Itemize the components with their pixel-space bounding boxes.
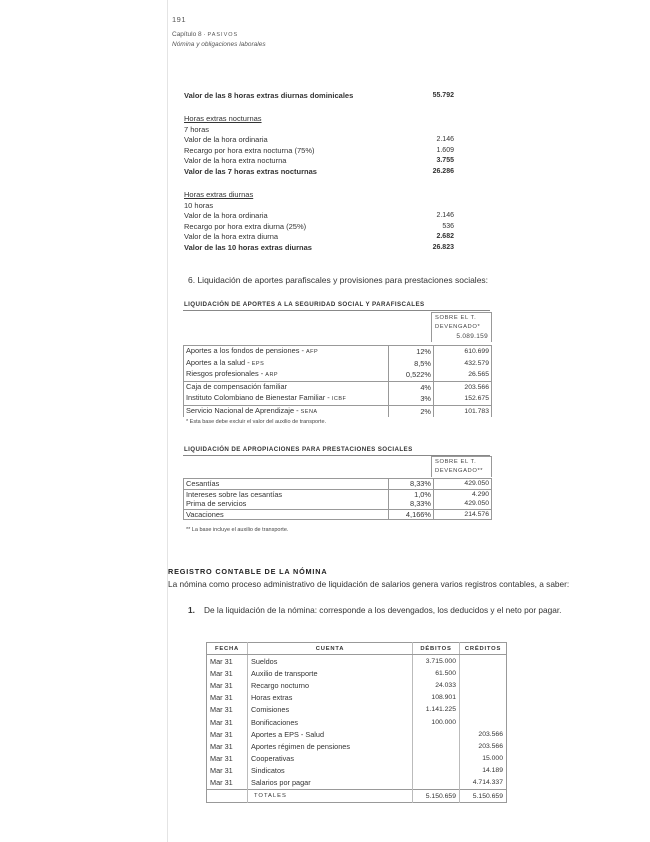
table-row	[207, 765, 507, 777]
apropiaciones-footnote: ** La base incluye el auxilio de transporte.	[186, 527, 289, 533]
ledger-debito	[413, 728, 460, 740]
table-row	[184, 509, 492, 520]
ledger-cuenta: Bonificaciones	[248, 716, 413, 728]
calc-label: Valor de las 10 horas extras diurnas	[184, 242, 312, 252]
aportes-concept: Servicio Nacional de Aprendizaje - SENA	[184, 405, 389, 417]
calc-value: 2.146	[436, 212, 454, 219]
table-row	[207, 777, 507, 790]
ledger-cuenta: Comisiones	[248, 704, 413, 716]
ledger-fecha: Mar 31	[210, 656, 233, 666]
calc-value: 2.146	[436, 136, 454, 143]
calc-label: Recargo por hora extra diurna (25%)	[184, 221, 307, 231]
calc-row	[184, 156, 454, 167]
ledger-cuenta: Sueldos	[248, 655, 413, 668]
calc-label: Valor de la hora extra diurna	[184, 232, 279, 241]
calc-label: Valor de la hora ordinaria	[184, 135, 268, 144]
aportes-pct: 12%	[389, 346, 434, 358]
table-row	[184, 393, 492, 405]
ledger-fecha: Mar 31	[210, 766, 233, 776]
aportes-value: 101.783	[434, 405, 492, 417]
aportes-concept: Instituto Colombiano de Bienestar Familiar - ICBF	[184, 393, 389, 405]
ledger-credito	[460, 716, 507, 728]
table-row	[207, 740, 507, 752]
apropiaciones-head-line2: DEVENGADO**	[435, 468, 484, 474]
calc-value: 26.286	[432, 167, 454, 175]
apropiaciones-pct: 1,0%	[389, 489, 434, 499]
table-row	[184, 369, 492, 381]
ledger-debito	[413, 765, 460, 777]
apropiaciones-head-line1: SOBRE EL T.	[435, 459, 477, 465]
table-row	[207, 692, 507, 704]
ledger-cuenta: Horas extras	[248, 692, 413, 704]
ledger-cuenta: Salarios por pagar	[248, 777, 413, 790]
apropiaciones-column-header	[431, 456, 492, 477]
ledger-debito: 100.000	[413, 716, 460, 728]
aportes-pct: 2%	[389, 405, 434, 417]
table-row	[184, 358, 492, 370]
ledger-fecha: Mar 31	[210, 668, 233, 678]
table-row	[207, 753, 507, 765]
aportes-head-line1: SOBRE EL T.	[435, 315, 477, 321]
calc-label: Recargo por hora extra nocturna (75%)	[184, 145, 315, 155]
ledger-total-debitos: 5.150.659	[413, 790, 460, 803]
ledger-debito: 24.033	[413, 679, 460, 691]
ledger-table	[206, 642, 507, 803]
ledger-fecha-empty	[207, 790, 248, 803]
ledger-credito: 15.000	[460, 753, 507, 765]
calc-value: 1.609	[436, 146, 454, 154]
table-row	[184, 489, 492, 499]
table-row	[207, 716, 507, 728]
aportes-value: 26.565	[434, 369, 492, 381]
ledger-header-row	[207, 643, 507, 655]
ledger-fecha: Mar 31	[210, 717, 233, 727]
calc-hours: 10 horas	[184, 200, 214, 210]
apropiaciones-concept: Cesantías	[184, 479, 389, 490]
calc-section-title: Horas extras nocturnas	[184, 114, 262, 123]
aportes-head-line2: DEVENGADO*	[435, 324, 481, 330]
aportes-pct: 8,5%	[389, 358, 434, 370]
table-row	[207, 728, 507, 740]
list-item-number: 1.	[188, 605, 195, 615]
apropiaciones-caption: LIQUIDACIÓN DE APROPIACIONES PARA PRESTACIONES SOCIALES	[184, 446, 413, 453]
aportes-pct: 0,522%	[389, 369, 434, 381]
aportes-pct: 3%	[389, 393, 434, 405]
calc-row	[184, 243, 454, 254]
ledger-fecha: Mar 31	[210, 754, 233, 764]
apropiaciones-table	[183, 478, 492, 520]
calc-value: 55.792	[432, 92, 454, 99]
apropiaciones-concept: Vacaciones	[184, 509, 389, 520]
ledger-cuenta: Aportes a EPS - Salud	[248, 728, 413, 740]
section-paragraph: La nómina como proceso administrativo de liquidación de salarios genera varios registros contables, a saber:	[168, 579, 570, 589]
calc-value: 3.755	[436, 157, 454, 164]
ledger-debito: 3.715.000	[413, 655, 460, 668]
calc-label: Valor de la hora ordinaria	[184, 211, 268, 220]
aportes-concept: Caja de compensación familiar	[184, 381, 389, 393]
ledger-debito: 1.141.225	[413, 704, 460, 716]
table-row	[184, 405, 492, 417]
table-row	[184, 381, 492, 393]
ledger-cuenta: Auxilio de transporte	[248, 667, 413, 679]
col-fecha: FECHA	[207, 643, 248, 655]
ledger-credito: 4.714.337	[460, 777, 507, 790]
ledger-credito	[460, 667, 507, 679]
ledger-credito: 203.566	[460, 740, 507, 752]
list-item	[188, 604, 588, 618]
apropiaciones-pct: 4,166%	[389, 509, 434, 520]
item-6-heading: 6. Liquidación de aportes parafiscales y provisiones para prestaciones sociales:	[188, 275, 489, 285]
col-creditos: CRÉDITOS	[460, 643, 507, 655]
ledger-cuenta: Aportes régimen de pensiones	[248, 740, 413, 752]
ledger-debito	[413, 777, 460, 790]
calc-dominicales	[184, 91, 454, 102]
chapter-header	[172, 31, 238, 38]
ledger-debito	[413, 740, 460, 752]
calc-nocturnas	[184, 114, 454, 177]
aportes-value: 203.566	[434, 381, 492, 393]
ledger-fecha: Mar 31	[210, 705, 233, 715]
calc-value: 26.823	[432, 243, 454, 251]
aportes-pct: 4%	[389, 381, 434, 393]
ledger-fecha: Mar 31	[210, 693, 233, 703]
ledger-debito: 61.500	[413, 667, 460, 679]
chapter-label: Capítulo 8	[172, 31, 202, 38]
section-title: REGISTRO CONTABLE DE LA NÓMINA	[168, 567, 328, 576]
apropiaciones-value: 214.576	[434, 509, 492, 520]
ledger-credito	[460, 704, 507, 716]
ledger-cuenta: Recargo nocturno	[248, 679, 413, 691]
ledger-totals-label: TOTALES	[248, 790, 413, 803]
table-row	[207, 679, 507, 691]
ledger-credito	[460, 692, 507, 704]
aportes-base-value: 5.089.159	[456, 333, 488, 340]
apropiaciones-pct: 8,33%	[389, 479, 434, 490]
apropiaciones-value: 429.050	[434, 479, 492, 490]
page-number: 191	[172, 15, 187, 24]
aportes-value: 432.579	[434, 358, 492, 370]
calc-value: 536	[442, 222, 454, 230]
table-row	[207, 704, 507, 716]
calc-label: Valor de las 7 horas extras nocturnas	[184, 166, 317, 176]
ledger-fecha: Mar 31	[210, 680, 233, 690]
calc-diurnas	[184, 190, 454, 253]
ledger-credito	[460, 655, 507, 668]
calc-row	[184, 232, 454, 243]
col-cuenta: CUENTA	[248, 643, 413, 655]
calc-section-title: Horas extras diurnas	[184, 190, 254, 199]
aportes-column-header	[431, 312, 492, 342]
ledger-fecha: Mar 31	[210, 778, 233, 788]
col-debitos: DÉBITOS	[413, 643, 460, 655]
ledger-credito: 203.566	[460, 728, 507, 740]
aportes-concept: Riesgos profesionales - ARP	[184, 369, 389, 381]
list-item-text: De la liquidación de la nómina: corresponde a los devengados, los deducidos y el neto por pagar.	[204, 605, 562, 615]
ledger-fecha: Mar 31	[210, 741, 233, 751]
calc-row	[184, 135, 454, 146]
ledger-debito	[413, 753, 460, 765]
aportes-value: 152.675	[434, 393, 492, 405]
ledger-fecha: Mar 31	[210, 729, 233, 739]
caption-rule	[183, 310, 490, 311]
calc-label: Valor de las 8 horas extras diurnas dominicales	[184, 91, 354, 100]
aportes-concept: Aportes a los fondos de pensiones - AFP	[184, 346, 389, 358]
section-label: PASIVOS	[207, 32, 239, 38]
page-margin-line	[167, 0, 168, 842]
aportes-footnote: * Esta base debe excluir el valor del auxilio de transporte.	[186, 419, 327, 425]
apropiaciones-value: 4.290	[434, 489, 492, 499]
ledger-cuenta: Sindicatos	[248, 765, 413, 777]
ledger-debito: 108.901	[413, 692, 460, 704]
aportes-concept: Aportes a la salud - EPS	[184, 358, 389, 370]
table-row	[207, 667, 507, 679]
table-row	[207, 655, 507, 668]
aportes-caption: LIQUIDACIÓN DE APORTES A LA SEGURIDAD SOCIAL Y PARAFISCALES	[184, 301, 425, 308]
calc-row	[184, 222, 454, 233]
ledger-totals-row	[207, 790, 507, 803]
ledger-credito: 14.189	[460, 765, 507, 777]
aportes-table	[183, 345, 492, 417]
aportes-value: 610.699	[434, 346, 492, 358]
table-row	[184, 479, 492, 490]
table-row	[184, 346, 492, 358]
ledger-cuenta: Cooperativas	[248, 753, 413, 765]
calc-value: 2.682	[436, 233, 454, 240]
table-row	[184, 499, 492, 509]
calc-row	[184, 146, 454, 157]
apropiaciones-value: 429.050	[434, 499, 492, 509]
calc-hours: 7 horas	[184, 124, 210, 134]
apropiaciones-concept: Intereses sobre las cesantías	[184, 489, 389, 499]
calc-row	[184, 167, 454, 178]
calc-row	[184, 91, 454, 102]
apropiaciones-concept: Prima de servicios	[184, 499, 389, 509]
header-separator: ·	[203, 31, 208, 38]
calc-label: Valor de la hora extra nocturna	[184, 156, 287, 165]
chapter-subtitle: Nómina y obligaciones laborales	[172, 41, 266, 48]
ledger-credito	[460, 679, 507, 691]
ledger-total-creditos: 5.150.659	[460, 790, 507, 803]
apropiaciones-pct: 8,33%	[389, 499, 434, 509]
calc-row	[184, 211, 454, 222]
